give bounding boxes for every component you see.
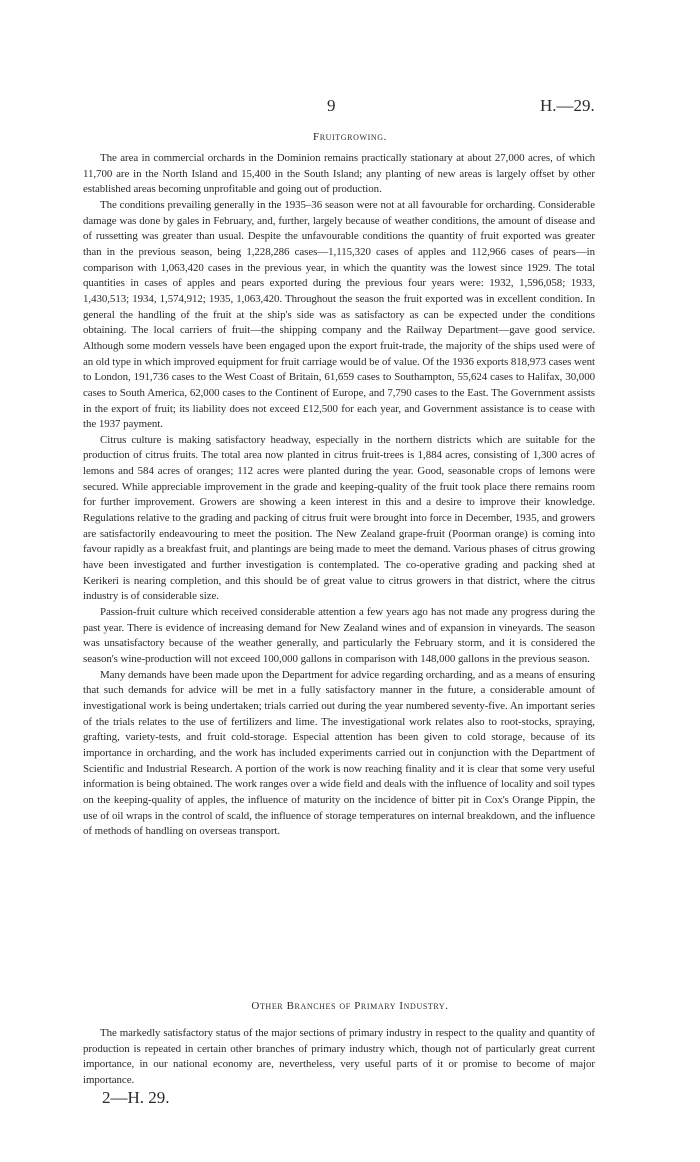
section-heading-other-branches: Other Branches of Primary Industry. bbox=[251, 1000, 449, 1012]
paragraph: Citrus culture is making satisfactory headway, especially in the northern districts which are suitable for the production of citrus fruits. The total area now planted in citrus fruit-trees is 1,884 acres, consisting of 1,300 acres of lemons and 584 acres of oranges; 112 acres were planted during the year. Good, seasonable crops of lemons were secured. While appreciable improvement in the grade and keeping-quality of the fruit took place there remains room for further improvement. Growers are showing a keen interest in this and a desire to improve their knowledge. Regulations relative to the grading and packing of citrus fruit were brought into force in December, 1935, and growers are satisfactorily endeavouring to meet the position. The New Zealand grape-fruit (Poorman orange) is coming into favour rapidly as a breakfast fruit, and plantings are being made to meet the demand. Various phases of citrus growing have been investigated and further investigation is contemplated. The co-operative grading and packing shed at Kerikeri is nearing completion, and this should be of great value to citrus growers in that district, where the citrus industry is of considerable size. bbox=[83, 433, 595, 603]
document-reference: H.—29. bbox=[540, 96, 595, 115]
signature-mark: 2—H. 29. bbox=[102, 1088, 170, 1107]
paragraph: The area in commercial orchards in the Dominion remains practically stationary at about 27,000 acres, of which 11,700 are in the North Island and 15,400 in the South Island; any planting of new areas is largely offset by other established areas becoming unprofitable and going out of production. bbox=[83, 152, 595, 196]
page-number: 9 bbox=[327, 96, 336, 115]
section-body-fruitgrowing bbox=[83, 151, 595, 840]
section-body-other-branches bbox=[83, 1026, 595, 1089]
paragraph: The markedly satisfactory status of the major sections of primary industry in respect to the quality and quantity of production is repeated in certain other branches of primary industry which, though not of particularly great current importance, in our national economy are, nevertheless, very useful parts of it or promise to become of major importance. bbox=[83, 1027, 595, 1086]
paragraph: Passion-fruit culture which received considerable attention a few years ago has not made any progress during the past year. There is evidence of increasing demand for New Zealand wines and of expansion in vineyards. The season was unsatisfactory because of the weather generally, and particularly the February storm, and it is considered the season's wine-production will not exceed 100,000 gallons in comparison with 148,000 gallons in the previous season. bbox=[83, 606, 595, 665]
section-heading-fruitgrowing: Fruitgrowing. bbox=[313, 131, 387, 143]
paragraph: Many demands have been made upon the Department for advice regarding orcharding, and as a means of ensuring that such demands for advice will be met in a fully satisfactory manner in the future, a considerable amount of investigational work is being undertaken; trials carried out during the year numbered seventy-five. An important series of the trials relates to the use of fertilizers and lime. The investigational work relates also to root-stocks, spraying, grafting, variety-tests, and fruit cold-storage. Especial attention has been given to cold storage, because of its importance in orcharding, and the work has included experiments carried out in conjunction with the Department of Scientific and Industrial Research. A portion of the work is now reaching finality and it is clear that some very useful information is being obtained. The work ranges over a wide field and deals with the influence of locality and soil types on the keeping-quality of apples, the influence of maturity on the incidence of bitter pit in Cox's Orange Pippin, the use of oil wraps in the control of scald, the influence of storage temperatures on internal breakdown, and the influence of methods of handling on overseas transport. bbox=[83, 668, 595, 838]
paragraph: The conditions prevailing generally in the 1935–36 season were not at all favourable for orcharding. Considerable damage was done by gales in February, and, further, largely because of weather conditions, the amount of disease and of russetting was greater than usual. Despite the unfavourable conditions the quantity of fruit exported was greater than in the previous season, being 1,228,286 cases—1,115,320 cases of apples and 112,966 cases of pears—in comparison with 1,063,420 cases in the previous year, in which the quantity was the lowest since 1929. The total quantities in cases of apples and pears exported during the previous four years were: 1932, 1,596,058; 1933, 1,430,513; 1934, 1,574,912; 1935, 1,063,420. Throughout the season the fruit exported was in excellent condition. In general the handling of the fruit at the ship's side was as satisfactory as can be expected under the conditions obtaining. The local carriers of fruit—the shipping company and the Railway Department—gave good service. Although some modern vessels have been engaged upon the export fruit-trade, the majority of the ships used were of an old type in which improved equipment for fruit carriage would be of value. Of the 1936 exports 818,973 cases went to London, 191,736 cases to the West Coast of Britain, 61,659 cases to Southampton, 55,624 cases to Halifax, 30,000 cases to South America, 62,000 cases to the Continent of Europe, and 7,790 cases to the East. The Government assists in the export of fruit; its liability does not exceed £12,500 for each year, and Government assistance is to cease with the 1937 payment. bbox=[83, 198, 595, 431]
